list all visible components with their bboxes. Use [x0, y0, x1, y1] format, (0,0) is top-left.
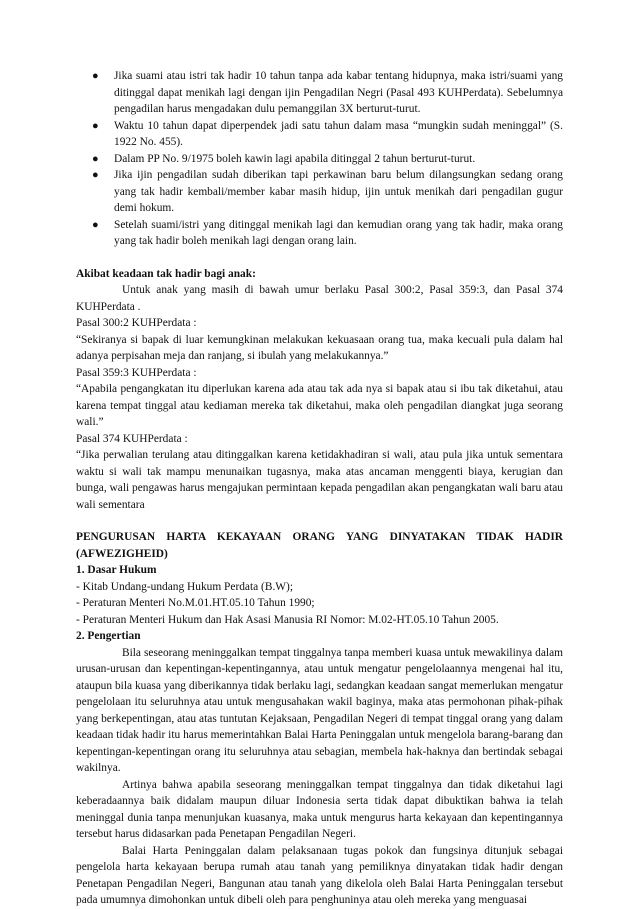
bullet-icon: ● — [92, 152, 99, 165]
list-item — [76, 68, 563, 118]
list-item — [76, 167, 563, 217]
list-item — [76, 151, 563, 168]
article-label-300: Pasal 300:2 KUHPerdata : — [76, 317, 197, 329]
paragraph: Artinya bahwa apabila seseorang meninggalkan tempat tinggalnya dan tidak diketahui lagi keberadaannya baik didalam maupun diluar Indonesia serta tidak dapat dibuktikan bahwa ia telah meninggal dunia tanpa menunjukan kuasanya, maka untuk mengurus harta kekayaan dan kepentingannya tersebut harus didasarkan pada Penetapan Pengadilan Negeri. — [76, 778, 563, 840]
subsection-definition: 2. Pengertian — [76, 630, 141, 642]
list-item — [76, 118, 563, 151]
article-text-300: “Sekiranya si bapak di luar kemungkinan melakukan kekuasaan orang tua, maka kecuali pula dalam hal adanya perpisahan meja dan ranjang, si ibulah yang melakukannya.” — [76, 333, 563, 362]
bullet-icon: ● — [92, 218, 99, 231]
law-item: - Kitab Undang-undang Hukum Perdata (B.W); — [76, 580, 294, 593]
paragraph: Balai Harta Peninggalan dalam pelaksanaan tugas pokok dan fungsinya ditunjuk sebagai pengelola harta kekayaan berupa rumah atau tanah yang pemiliknya dinyatakan tidak hadir dengan Penetapan Pengadilan Negeri, Bangunan atau tanah yang dikelola oleh Balai Harta Peninggalan tersebut pada umumnya dimohonkan untuk dibeli oleh para penghuninya atau oleh mereka yang menguasai — [76, 844, 563, 906]
list-item-text: Jika suami atau istri tak hadir 10 tahun tanpa ada kabar tentang hidupnya, maka istri/suami yang ditinggal dapat menikah lagi dengan ijin Pengadilan Negri (Pasal 493 KUHPerdata). Sebelumnya pengadilan harus mengadakan dulu pemanggilan 3X berturut-turut. — [114, 70, 563, 115]
section-heading-absence-children: Akibat keadaan tak hadir bagi anak: — [76, 267, 256, 280]
bullet-list — [76, 68, 563, 250]
subsection-legal-basis: 1. Dasar Hukum — [76, 564, 157, 576]
paragraph: Bila seseorang meninggalkan tempat tinggalnya tanpa memberi kuasa untuk mewakilinya dalam urusan-urusan dan kepentingan-kepentingannya, atau untuk mengatur pengelolaannya mengenai hal itu, ataupun bila kuasa yang diberikannya tidak berlaku lagi, sedangkan keadaan sangat memerlukan mengatur pengelolaan itu seluruhnya atau untuk mengusahakan wakil baginya, maka atas permohonan pihak-pihak yang berkepentingan, atau atas tuntutan Kejaksaan, Pengadilan Negeri di tempat tinggal orang yang dalam keadaan tidak hadir itu harus memerintahkan Balai Harta Peninggalan untuk mengelola barang-barang dan kepentingan-kepentingan orang itu seluruhnya atau sebagian, membela hak-haknya dan bertindak sebagai wakilnya. — [76, 646, 563, 774]
bullet-icon: ● — [92, 169, 99, 181]
article-label-359: Pasal 359:3 KUHPerdata : — [76, 366, 197, 379]
list-item — [76, 217, 563, 250]
law-item: - Peraturan Menteri Hukum dan Hak Asasi Manusia RI Nomor: M.02-HT.05.10 Tahun 2005. — [76, 613, 499, 626]
section-intro: Untuk anak yang masih di bawah umur berlaku Pasal 300:2, Pasal 359:3, dan Pasal 374 KUHPerdata . — [76, 284, 563, 313]
bullet-icon: ● — [92, 70, 99, 82]
bullet-icon: ● — [92, 119, 99, 132]
article-text-374: “Jika perwalian terulang atau ditinggalkan karena ketidakhadiran si wali, atau pula jika untuk sementara waktu si wali tak mampu menunaikan tugasnya, maka atas ancaman menggenti biaya, kerugian dan bunga, wali pengawas harus mengajukan permintaan kepada pengadilan akan pengangkatan wali baru atau wali sementara — [76, 449, 563, 511]
list-item-text: Setelah suami/istri yang ditinggal menikah lagi dan kemudian orang yang tak hadir, maka orang yang tak hadir boleh menikah lagi dengan orang lain. — [114, 218, 563, 247]
article-label-374: Pasal 374 KUHPerdata : — [76, 432, 188, 445]
list-item-text: Dalam PP No. 9/1975 boleh kawin lagi apabila ditinggal 2 tahun berturut-turut. — [114, 152, 476, 165]
section-title: PENGURUSAN HARTA KEKAYAAN ORANG YANG DINYATAKAN TIDAK HADIR (AFWEZIGHEID) — [76, 531, 563, 560]
article-text-359: “Apabila pengangkatan itu diperlukan karena ada atau tak ada nya si bapak atau si ibu tak diketahui, atau karena tempat tinggal atau kediaman mereka tak diketahui, maka oleh pengadilan diangkat juga seorang wali.” — [76, 383, 563, 428]
law-item: - Peraturan Menteri No.M.01.HT.05.10 Tahun 1990; — [76, 597, 315, 609]
list-item-text: Waktu 10 tahun dapat diperpendek jadi satu tahun dalam masa “mungkin sudah meninggal” (S. 1922 No. 455). — [114, 119, 563, 148]
list-item-text: Jika ijin pengadilan sudah diberikan tapi perkawinan baru belum dilangsungkan sedang orang yang tak hadir kembali/member kabar masih hidup, ijin untuk menikah dari pengadilan gugur demi hokum. — [114, 169, 563, 214]
